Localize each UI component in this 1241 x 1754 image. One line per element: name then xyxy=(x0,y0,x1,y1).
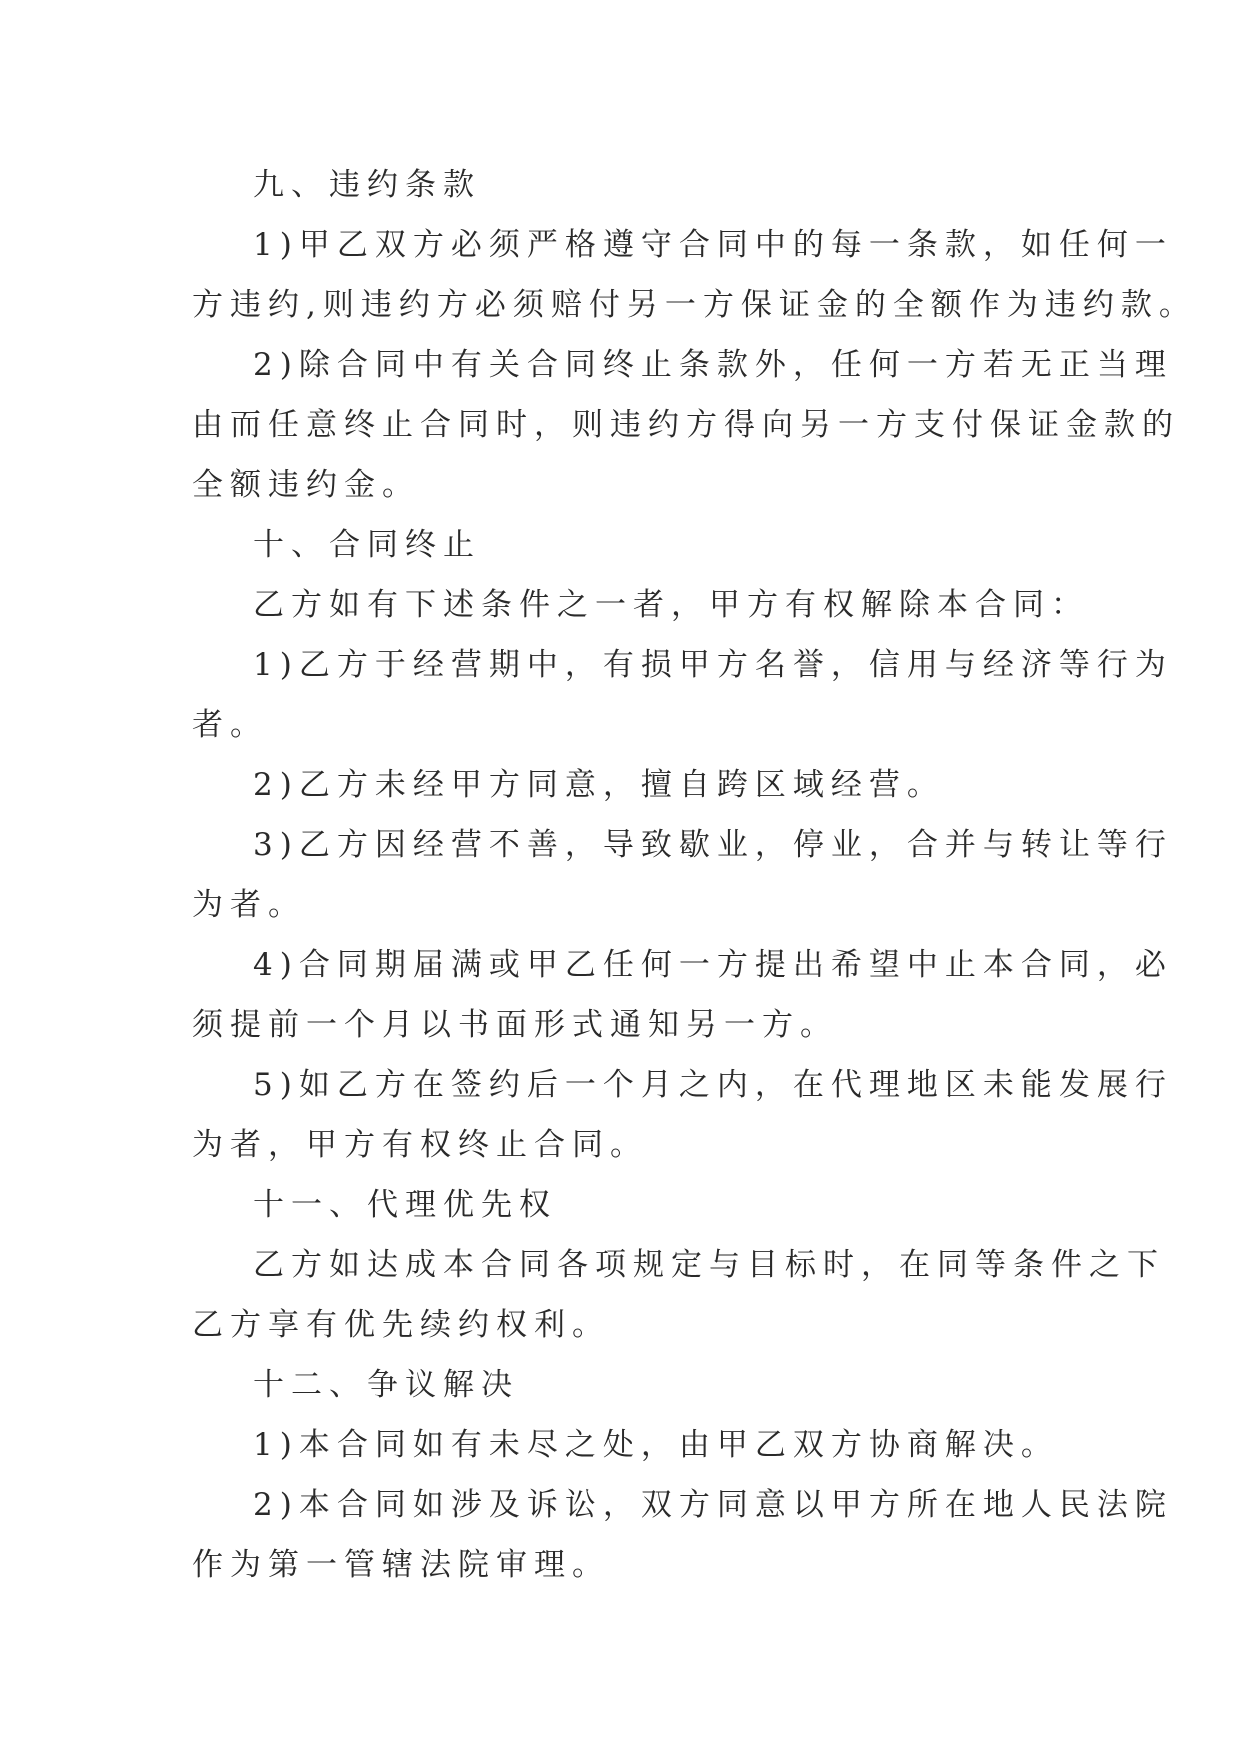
paragraph-line: 乙方享有优先续约权利。 xyxy=(192,1307,610,1343)
paragraph-line: 2)乙方未经甲方同意，擅自跨区域经营。 xyxy=(253,767,945,803)
paragraph-line: 方违约,则违约方必须赔付另一方保证金的全额作为违约款。 xyxy=(192,287,1197,323)
paragraph-line: 乙方如达成本合同各项规定与目标时，在同等条件之下 xyxy=(253,1247,1165,1283)
section-heading-dispute-resolution: 十二、争议解决 xyxy=(253,1367,519,1403)
paragraph-line: 1)乙方于经营期中，有损甲方名誉，信用与经济等行为 xyxy=(253,647,1173,683)
paragraph-line: 2)本合同如涉及诉讼，双方同意以甲方所在地人民法院 xyxy=(253,1487,1173,1523)
paragraph-line: 须提前一个月以书面形式通知另一方。 xyxy=(192,1007,838,1043)
paragraph-line: 1)本合同如有未尽之处，由甲乙双方协商解决。 xyxy=(253,1427,1059,1463)
paragraph-line: 乙方如有下述条件之一者，甲方有权解除本合同： xyxy=(253,587,1089,623)
section-heading-termination: 十、合同终止 xyxy=(253,527,481,563)
paragraph-line: 5)如乙方在签约后一个月之内，在代理地区未能发展行 xyxy=(253,1067,1173,1103)
paragraph-line: 由而任意终止合同时，则违约方得向另一方支付保证金款的 xyxy=(192,407,1180,443)
paragraph-line: 作为第一管辖法院审理。 xyxy=(192,1547,610,1583)
paragraph-line: 1)甲乙双方必须严格遵守合同中的每一条款，如任何一 xyxy=(253,227,1173,263)
paragraph-line: 2)除合同中有关合同终止条款外，任何一方若无正当理 xyxy=(253,347,1173,383)
section-heading-breach: 九、违约条款 xyxy=(253,167,481,203)
paragraph-line: 3)乙方因经营不善，导致歇业，停业，合并与转让等行 xyxy=(253,827,1173,863)
paragraph-line: 为者。 xyxy=(192,887,306,923)
paragraph-line: 为者，甲方有权终止合同。 xyxy=(192,1127,648,1163)
section-heading-agency-priority: 十一、代理优先权 xyxy=(253,1187,557,1223)
paragraph-line: 者。 xyxy=(192,707,268,743)
paragraph-line: 全额违约金。 xyxy=(192,467,420,503)
paragraph-line: 4)合同期届满或甲乙任何一方提出希望中止本合同，必 xyxy=(253,947,1173,983)
